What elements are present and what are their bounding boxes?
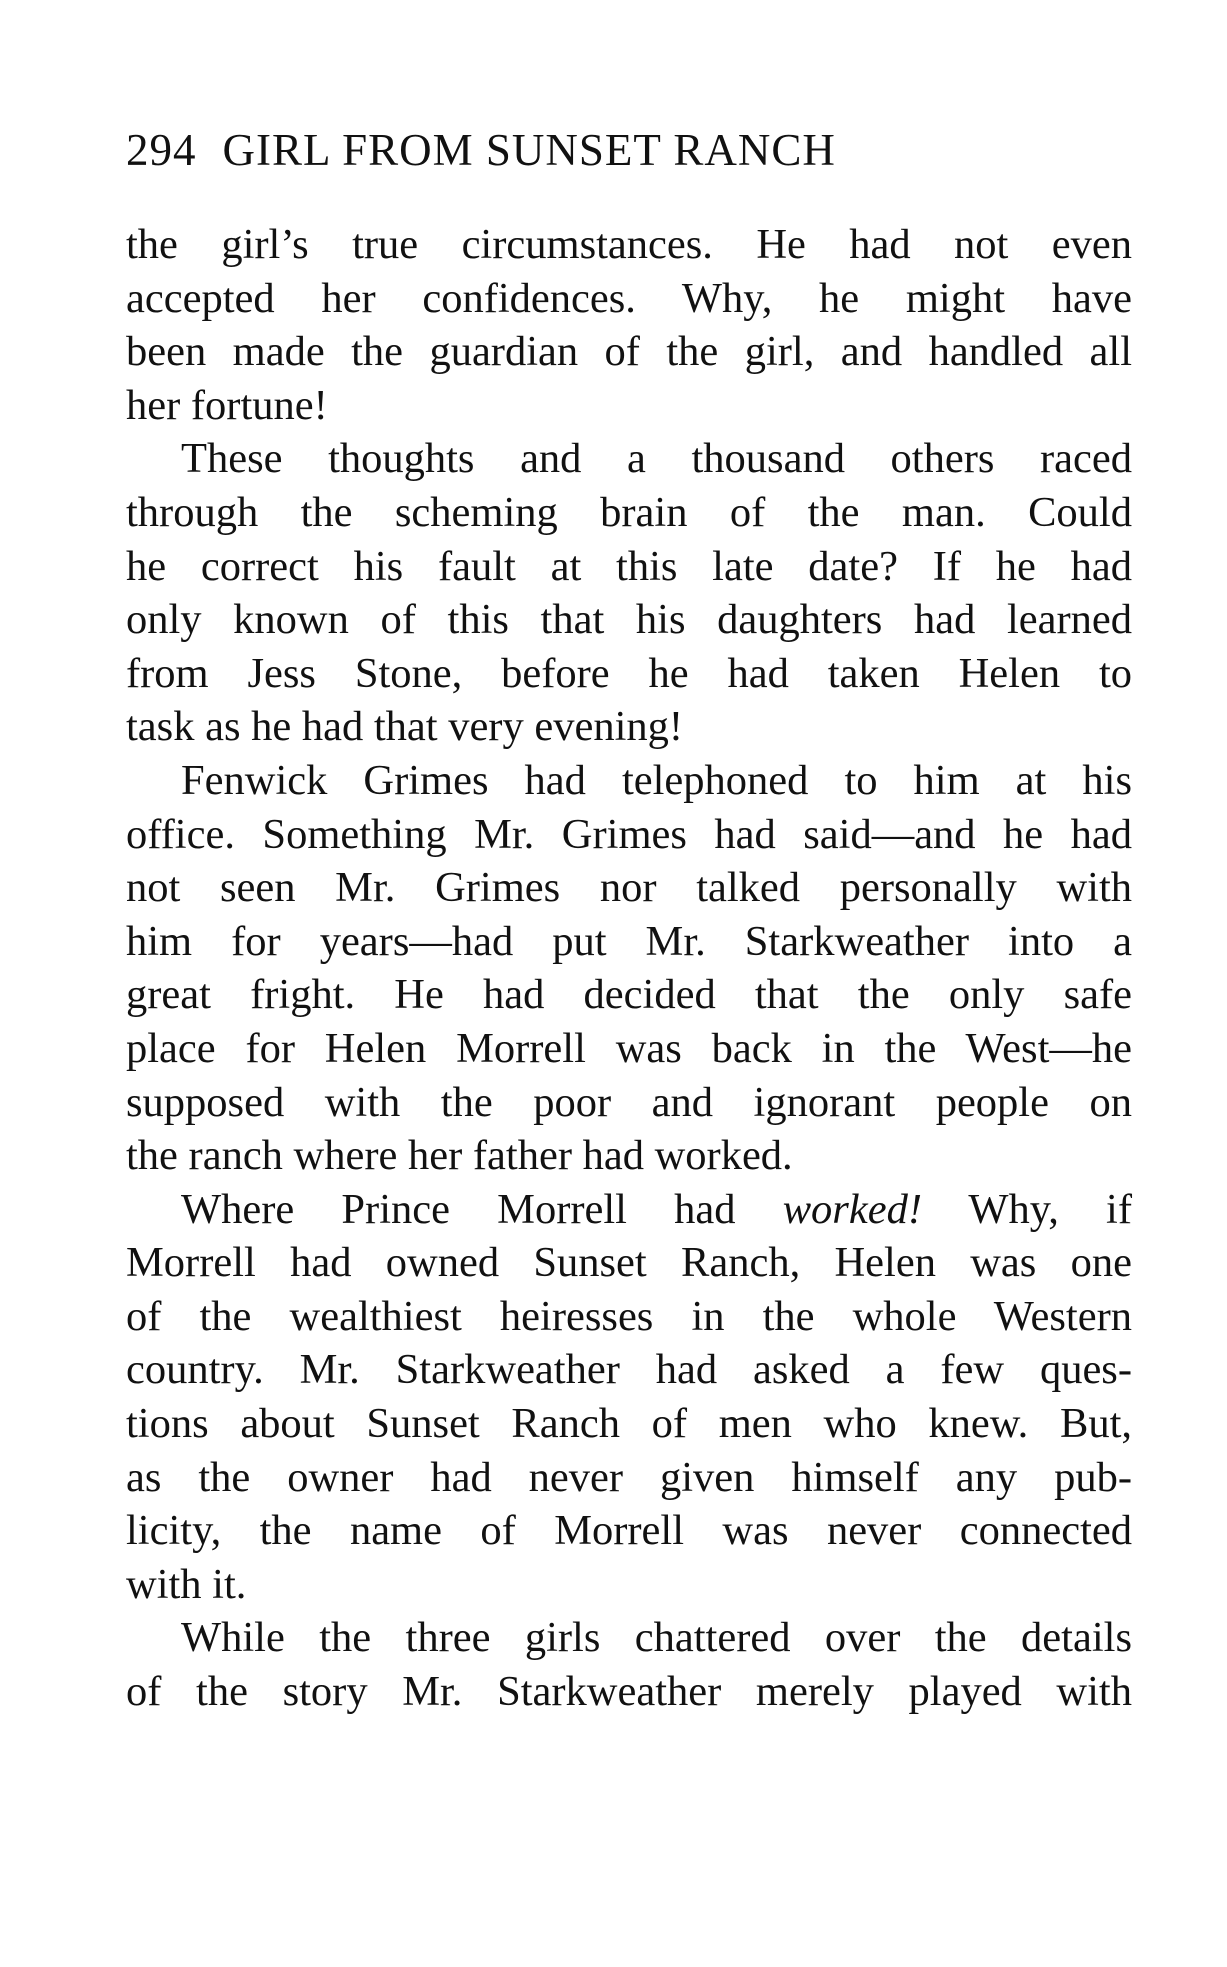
text-segment: Why, if	[921, 1185, 1132, 1233]
text-line: of the story Mr. Starkweather merely played with	[126, 1668, 1132, 1716]
text-line	[126, 1183, 1132, 1237]
text-line: the ranch where her father had worked.	[126, 1132, 793, 1180]
text-segment: Where Prince Morrell had	[181, 1185, 783, 1233]
page-number: 294	[126, 125, 197, 175]
text-line: Morrell had owned Sunset Ranch, Helen was one	[126, 1239, 1132, 1287]
text-line: him for years—had put Mr. Starkweather into a	[126, 917, 1132, 965]
text-line: with it.	[126, 1560, 247, 1608]
text-line: office. Something Mr. Grimes had said—and he had	[126, 810, 1132, 858]
text-line: accepted her confidences. Why, he might have	[126, 274, 1132, 322]
text-line: only known of this that his daughters had learned	[126, 596, 1132, 644]
text-line: the girl’s true circumstances. He had not even	[126, 221, 1132, 268]
text-line: not seen Mr. Grimes nor talked personally with	[126, 864, 1132, 912]
text-line: he correct his fault at this late date? If he had	[126, 542, 1132, 590]
text-line: her fortune!	[126, 381, 328, 429]
text-line: of the wealthiest heiresses in the whole Western	[126, 1292, 1132, 1340]
text-line: country. Mr. Starkweather had asked a few ques-	[126, 1346, 1132, 1394]
italic-emphasis: worked!	[782, 1185, 922, 1233]
text-line: place for Helen Morrell was back in the West—he	[126, 1024, 1132, 1072]
body-text	[126, 218, 1132, 1719]
text-line: as the owner had never given himself any pub-	[126, 1453, 1132, 1501]
text-line: Fenwick Grimes had telephoned to him at his	[181, 756, 1132, 804]
text-line: These thoughts and a thousand others raced	[181, 435, 1132, 483]
text-line: supposed with the poor and ignorant people on	[126, 1078, 1132, 1126]
text-line: task as he had that very evening!	[126, 703, 684, 751]
text-line: been made the guardian of the girl, and handled all	[126, 328, 1132, 376]
text-line: While the three girls chattered over the details	[181, 1614, 1132, 1662]
text-line: from Jess Stone, before he had taken Helen to	[126, 649, 1132, 697]
text-line: licity, the name of Morrell was never connected	[126, 1507, 1132, 1555]
text-line: tions about Sunset Ranch of men who knew. But,	[126, 1400, 1132, 1448]
running-header	[126, 120, 1132, 180]
running-title: GIRL FROM SUNSET RANCH	[222, 125, 836, 175]
text-line: great fright. He had decided that the only safe	[126, 971, 1132, 1019]
text-line: through the scheming brain of the man. Could	[126, 488, 1132, 536]
